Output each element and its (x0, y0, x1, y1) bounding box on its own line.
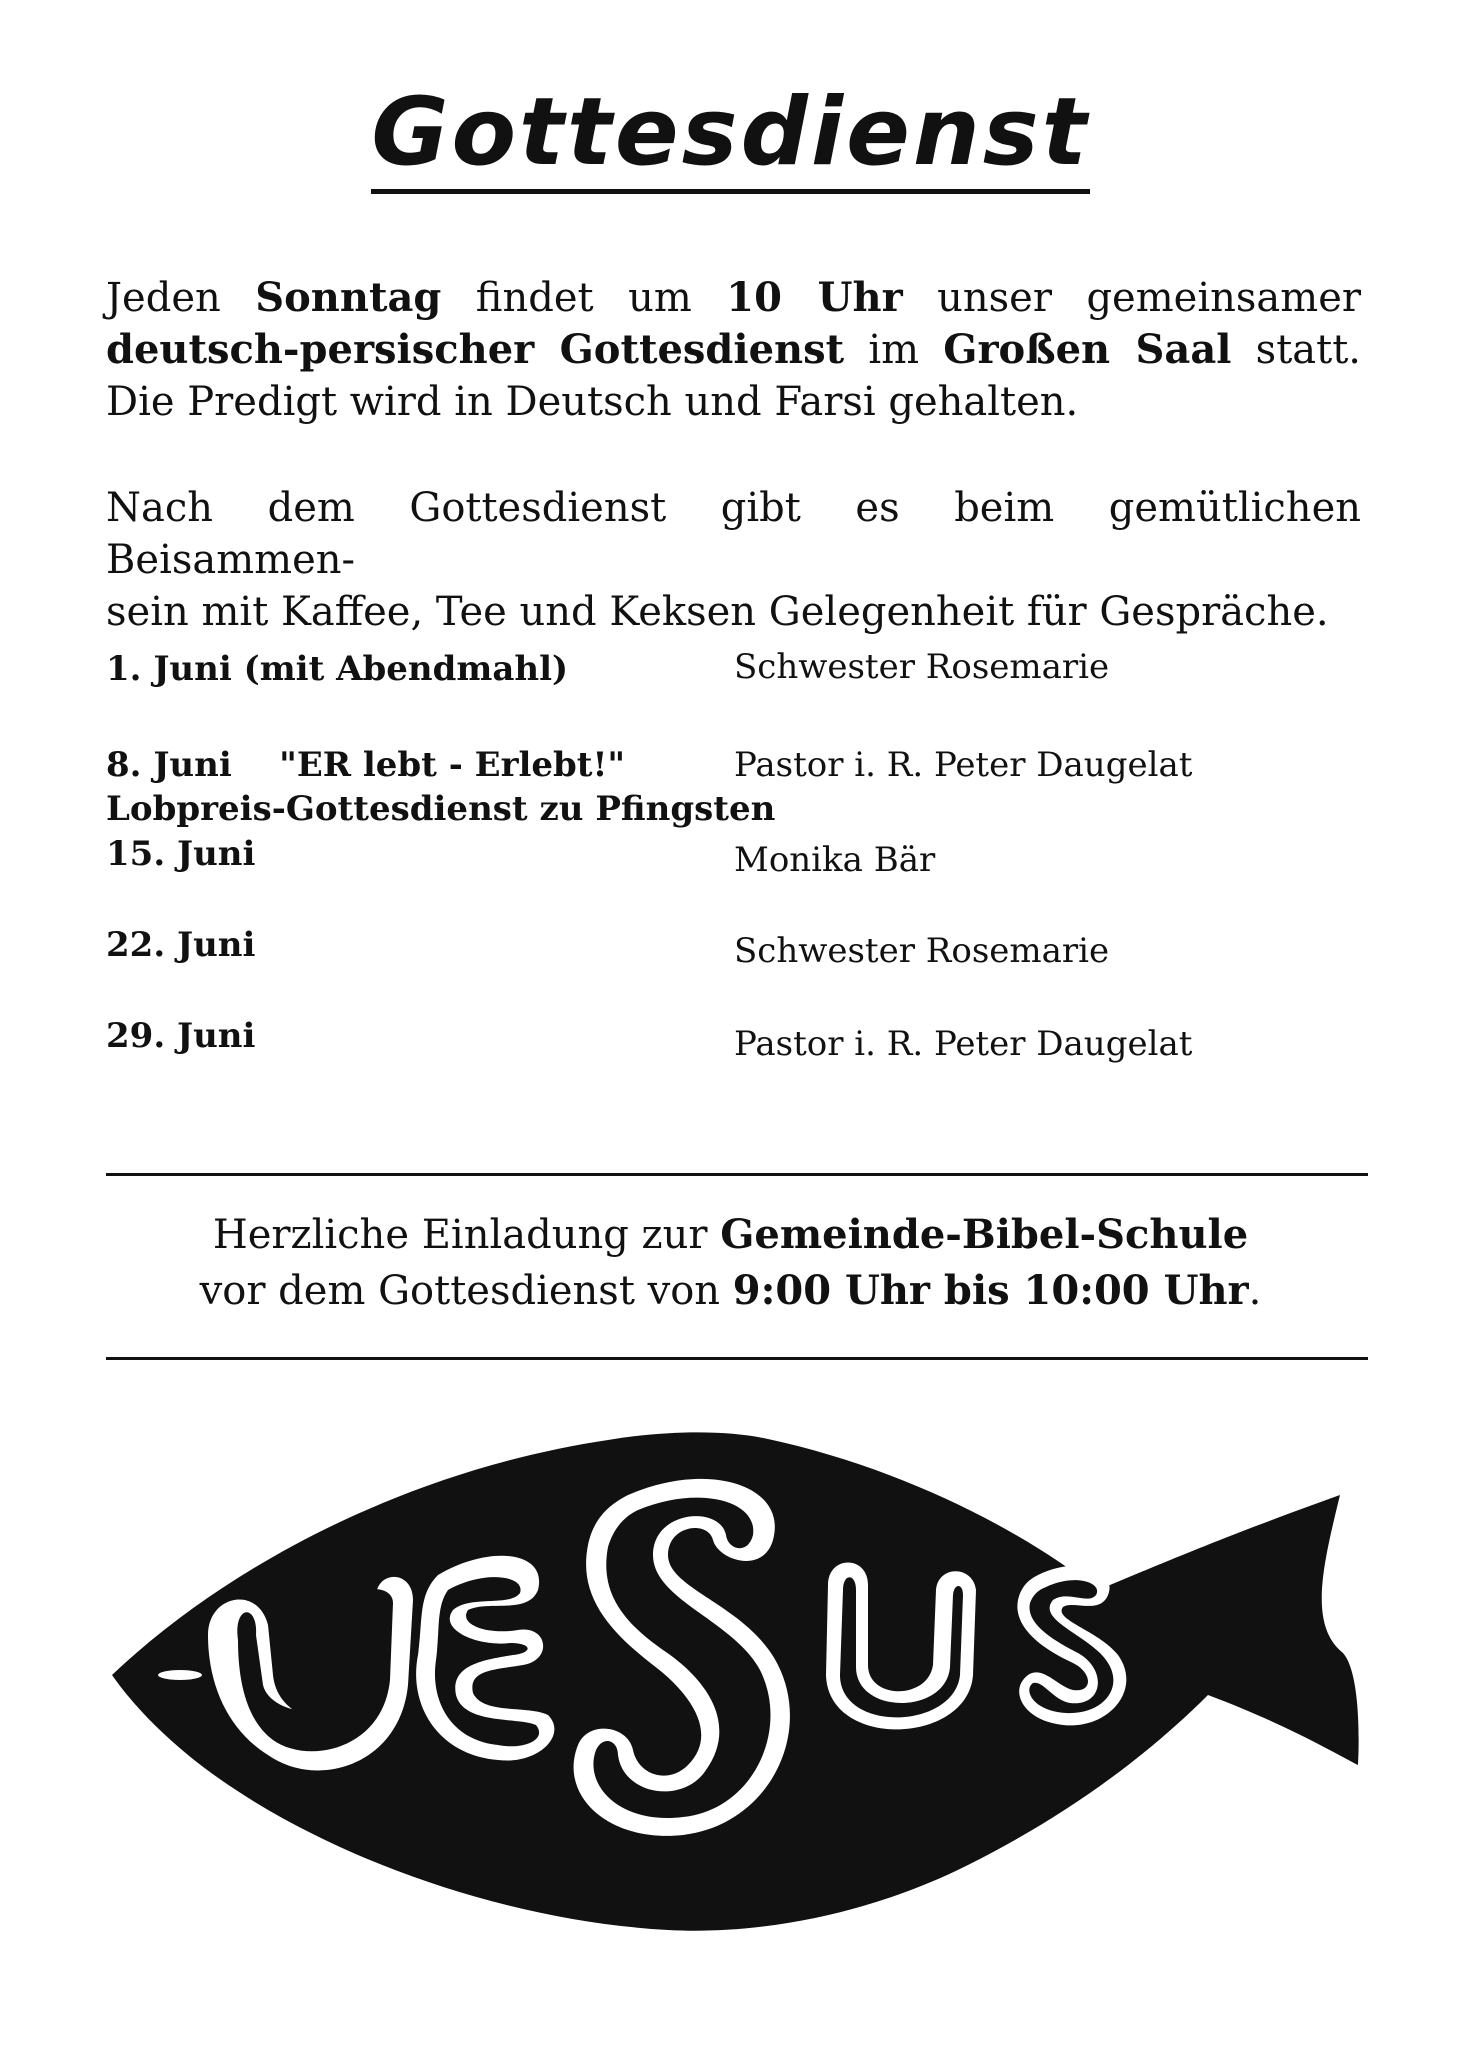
divider-top (106, 1173, 1368, 1176)
invitation-text: Herzliche Einladung zur (212, 1212, 721, 1258)
intro-text: findet um (441, 275, 727, 321)
invitation-line (0, 1207, 1461, 1263)
intro-day: Sonntag (255, 274, 442, 321)
schedule-date: 1. Juni (mit Abendmahl) (106, 649, 569, 689)
schedule-date: 22. Juni (106, 925, 256, 965)
intro-fellowship-line: Nach dem Gottesdienst gibt es beim gemütlichen Beisammen- (106, 485, 1361, 583)
schedule-speaker: Schwester Rosemarie (734, 931, 1110, 971)
schedule-date: 29. Juni (106, 1016, 256, 1056)
schedule-subtitle: Lobpreis-Gottesdienst zu Pfingsten (106, 789, 776, 829)
intro-paragraph-service (106, 272, 1361, 428)
intro-text: statt. Die Predigt wird in Deutsch und Farsi gehalten. (106, 327, 1361, 425)
jesus-fish-icon (108, 1425, 1363, 1935)
schedule-speaker: Schwester Rosemarie (734, 647, 1110, 687)
intro-service-type: deutsch-persischer Gottesdienst (106, 326, 845, 373)
schedule-speaker: Monika Bär (734, 840, 936, 880)
intro-time: 10 Uhr (726, 274, 903, 321)
intro-text: Jeden (106, 275, 256, 321)
schedule-speaker: Pastor i. R. Peter Daugelat (734, 745, 1193, 785)
fish-eye (158, 1670, 202, 1680)
intro-text: unser gemeinsamer (902, 275, 1361, 321)
intro-paragraph-fellowship (106, 482, 1361, 638)
invitation-line (0, 1263, 1461, 1319)
schedule-date: 15. Juni (106, 834, 256, 874)
intro-fellowship-line: sein mit Kaffee, Tee und Keksen Gelegenheit für Gespräche. (106, 589, 1329, 635)
invitation-text: . (1248, 1268, 1262, 1314)
bible-school-invitation (0, 1207, 1461, 1319)
schedule-date: 8. Juni "ER lebt - Erlebt!" (106, 745, 626, 785)
page-title-text: Gottesdienst (371, 83, 1089, 194)
divider-bottom (106, 1357, 1368, 1360)
intro-text: im (844, 327, 944, 373)
invitation-text: vor dem Gottesdienst von (199, 1268, 733, 1314)
page-title (0, 78, 1461, 194)
invitation-time: 9:00 Uhr bis 10:00 Uhr (732, 1267, 1249, 1314)
schedule-speaker: Pastor i. R. Peter Daugelat (734, 1024, 1193, 1064)
intro-location: Großen Saal (943, 326, 1232, 373)
invitation-school-name: Gemeinde-Bibel-Schule (720, 1211, 1249, 1258)
